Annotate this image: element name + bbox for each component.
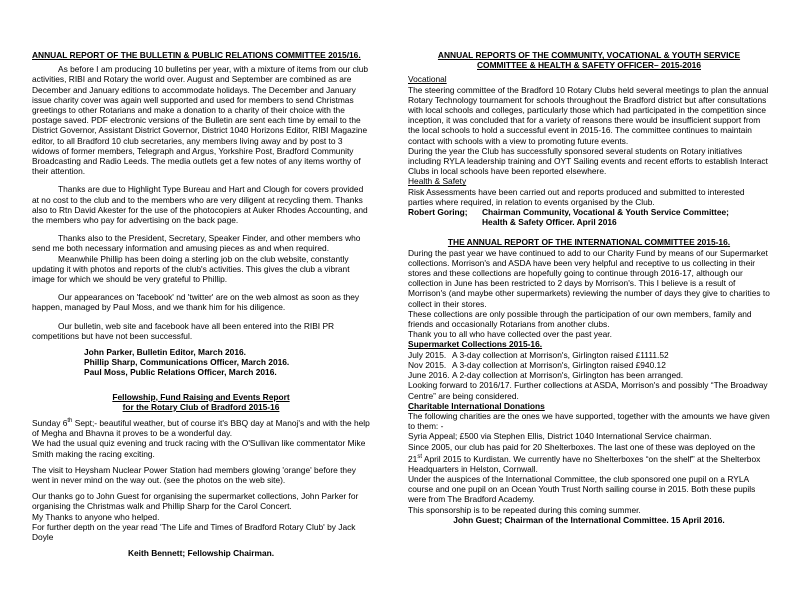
fellowship-para-4: Our thanks go to John Guest for organising the supermarket collections, John Parker for organising the Christmas walk and Phillip Sharp for the Carol Concert. xyxy=(32,491,359,512)
fellowship-title-line-2: for the Rotary Club of Bradford 2015-16 xyxy=(122,401,280,412)
bulletin-title: ANNUAL REPORT OF THE BULLETIN & PUBLIC RELATIONS COMMITTEE 2015/16. xyxy=(32,50,361,60)
fellowship-title-line-1: Fellowship, Fund Raising and Events Report xyxy=(112,391,290,402)
international-para-8: Under the auspices of the International Committee, the club sponsored one pupil on a RYLA course and one pupil on an Ocean Youth Trust North sailing course in 2015. Both these pupils were from The Bradford Academy. xyxy=(408,473,756,505)
community-title-line-1: ANNUAL REPORTS OF THE COMMUNITY, VOCATIONAL & YOUTH SERVICE xyxy=(437,50,741,60)
bulletin-para-2: Thanks are due to Highlight Type Bureau and Hart and Clough for covers provided at no cost to the club and to the members who are very diligent at recycling them. Thanks also to Rtn David Akester for the use of the photocopiers at Auker Rhodes Accounting, and the members who pay for advertising on the back page. xyxy=(32,184,368,226)
fellowship-para-5: My Thanks to anyone who helped. xyxy=(32,511,160,522)
international-para-1: During the past year we have continued to add to our Charity Fund by means of our Supermarket collections. Morrison's and ASDA have been very helpful and receptive to us collecting in their stores and these collections are hopefully going to continue through 2016-17, although our collection in June has been restricted to 2 days by Morrison's. This I believe is a result of Morrison's (and maybe other supermarkets) reviewing the number of days they give to charities to collect in their stores. xyxy=(408,247,770,309)
international-para-2: These collections are only possible through the participation of our own members, family and friends and occasionally Rotarians from another clubs. xyxy=(408,308,752,330)
international-para-7: Since 2005, our club has paid for 20 Shelterboxes. The last one of these was deployed on the 21st April 2015 to Kurdistan. We currently have no Shelterboxes “on the shelf” at the Shelterbox Headquarters in Helston, Cornwall. xyxy=(408,441,761,474)
bulletin-para-5: Our appearances on 'facebook' nd 'twitter' are on the web almost as soon as they happen, managed by Paul Moss, and we thank him for his diligence. xyxy=(32,292,360,313)
health-safety-heading: Health & Safety xyxy=(408,176,467,187)
community-para-2: During the year the Club has successfully sponsored several students on Rotary initiatives including RYLA leadership training and OYT Sailing events and recent efforts to establish Interact Clubs in local schools have been reported elsewhere. xyxy=(408,145,768,177)
vocational-heading: Vocational xyxy=(408,74,447,85)
fellowship-para-3: The visit to Heysham Nuclear Power Station had members glowing 'orange' before they went in never mind on the way out. (see the photos on the web site). xyxy=(32,464,356,485)
left-column xyxy=(32,50,370,558)
charitable-heading: Charitable International Donations xyxy=(408,400,545,411)
international-para-4: Looking forward to 2016/17. Further collections at ASDA, Morrison's and possibly “The Broadway Centre” are being considered. xyxy=(408,380,768,401)
fellowship-para-6: For further depth on the year read 'The Life and Times of Bradford Rotary Club' by Jack Doyle xyxy=(32,521,356,542)
community-signature-role-1: Chairman Community, Vocational & Youth Service Committee; xyxy=(482,207,729,218)
fellowship-signature: Keith Bennett; Fellowship Chairman. xyxy=(127,548,275,559)
international-para-6: Syria Appeal; £500 via Stephen Ellis, District 1040 International Service chairman. xyxy=(408,431,712,442)
community-signature-name: Robert Goring; xyxy=(408,207,468,218)
community-signature xyxy=(408,207,770,217)
collection-row: Nov 2015. A 3-day collection at Morrison's, Girlington raised £940.12 xyxy=(408,359,666,370)
international-title: THE ANNUAL REPORT OF THE INTERNATIONAL COMMITTEE 2015-16. xyxy=(447,237,731,248)
international-para-9: This sponsorship is to be repeated during this coming summer. xyxy=(408,504,641,515)
bulletin-signature-3: Paul Moss, Public Relations Officer, March 2016. xyxy=(84,367,277,378)
collection-row: July 2015. A 3-day collection at Morrison's, Girlington raised £1111.52 xyxy=(408,349,669,360)
international-signature: John Guest; Chairman of the International Committee. 15 April 2016. xyxy=(453,514,725,525)
bulletin-para-1: As before I am producing 10 bulletins per year, with a mixture of items from our club activities, RIBI and Rotary the world over. August and September are combined as are December and January editions to accommodate holidays. The December and January issue charity cover was again well supported and used for members to send Christmas greetings to other Rotarians and make a donation to a charity of their choice with the postage saved. PDF electronic versions of the Bulletin are sent each time by email to the District Governor, Assistant District Governor, District 1040 Horizons Editor, RIBI Magazine editor, to all Bradford 10 club secretaries, any members living away and by post to 3 widows of former members, Telegraph and Argus, Yorkshire Post, Bradford Community Broadcasting and Radio Leeds. The media outlets get a few notes of any items worthy of their attention. xyxy=(32,64,369,177)
community-para-1: The steering committee of the Bradford 10 Rotary Clubs held several meetings to plan the annual Rotary Technology tournament for schools throughout the Bradford district but after consultations with local schools and colleges, particularly those which had participated in the competition since inception, it was concluded that for a variety of reasons there would be insufficient support from the local schools to hold a successful event in 2015-16. The committee continues to maintain contact with schools with a view to promoting future events. xyxy=(408,84,769,146)
bulletin-para-6: Our bulletin, web site and facebook have all been entered into the RIBI PR competitions but have not been successful. xyxy=(32,320,335,341)
bulletin-signature-2: Phillip Sharp, Communications Officer, March 2016. xyxy=(84,357,290,368)
international-para-3: Thank you to all who have collected over the past year. xyxy=(408,329,612,340)
supermarket-heading: Supermarket Collections 2015-16. xyxy=(408,339,543,350)
bulletin-para-4: Meanwhile Phillip has been doing a sterling job on the club website, constantly updating it with photos and reports of the club's activities. This gives the club a vibrant image for which we should be very grateful to Phillip. xyxy=(32,253,350,285)
fellowship-para-1: Sunday 6th Sept;- beautiful weather, but of course it's BBQ day at Manoj's and with the help of Megha and Bhavna it proves to be a wonderful day. xyxy=(32,417,370,439)
bulletin-signature-1: John Parker, Bulletin Editor, March 2016. xyxy=(84,347,246,358)
international-para-5: The following charities are the ones we have supported, together with the amounts we have given to them: - xyxy=(408,410,770,432)
bulletin-para-3: Thanks also to the President, Secretary, Speaker Finder, and other members who send me both necessary information and amusing pieces as and when required. xyxy=(32,233,361,254)
fellowship-para-2: We had the usual quiz evening and truck racing with the O'Sullivan like commentator Mike Smith making the racing exciting. xyxy=(32,438,366,459)
community-para-3: Risk Assessments have been carried out and reports produced and submitted to interested parties where required, in relation to events organised by the Club. xyxy=(408,186,745,207)
community-title-line-2: COMMITTEE & HEALTH & SAFETY OFFICER– 2015-2016 xyxy=(477,60,701,71)
collection-row: June 2016. A 2-day collection at Morrison's, Girlington has been arranged. xyxy=(408,370,684,381)
community-signature-role-2: Health & Safety Officer. April 2016 xyxy=(482,217,617,228)
right-column xyxy=(408,50,770,525)
